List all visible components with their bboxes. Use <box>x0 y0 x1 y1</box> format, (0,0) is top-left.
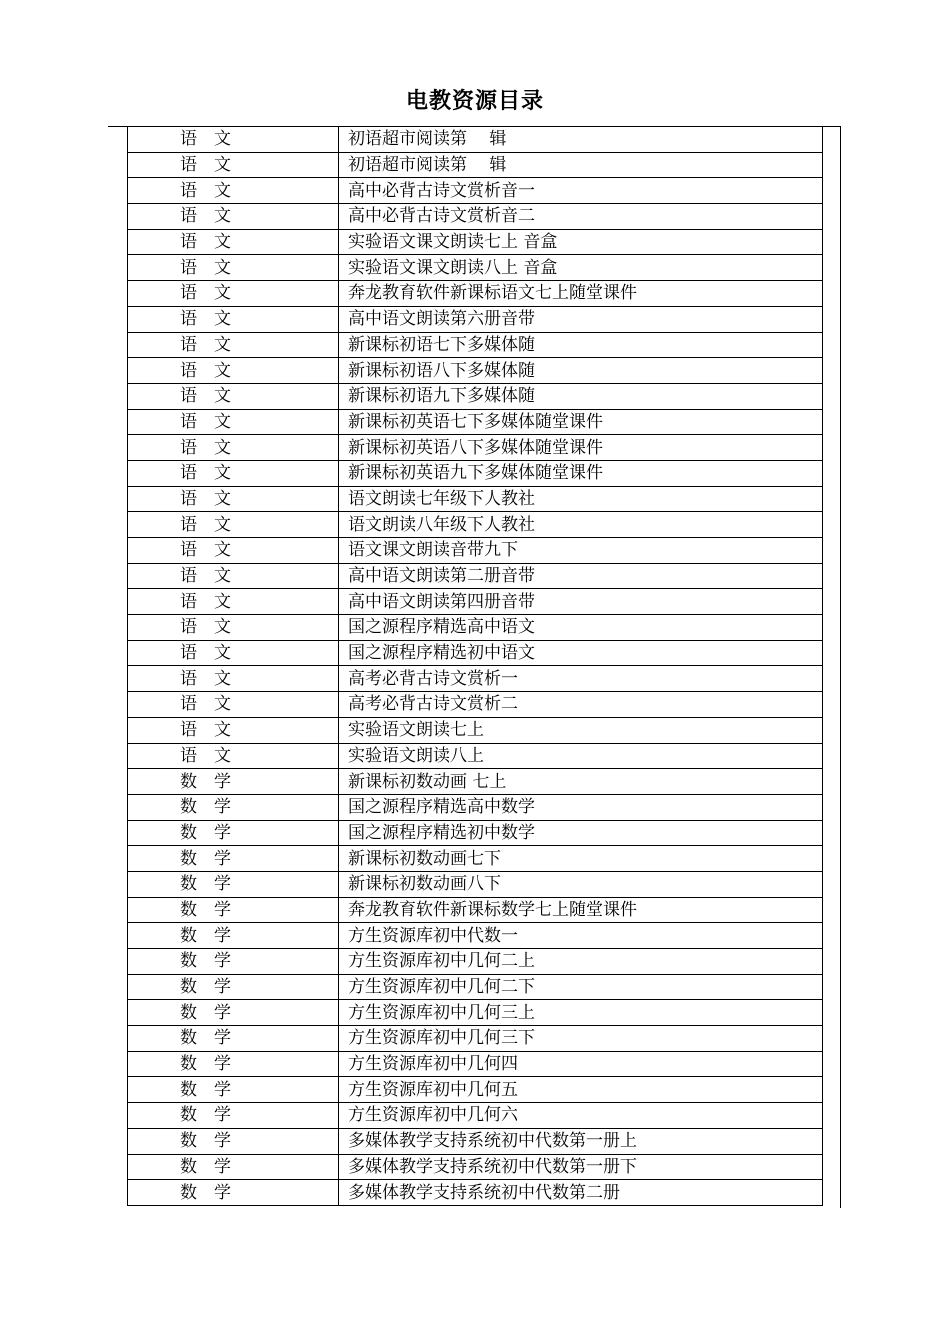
resource-name-cell: 新课标初语七下多媒体随 <box>339 332 823 358</box>
resource-name-cell: 高中语文朗读第四册音带 <box>339 589 823 615</box>
frame-line-top-left <box>108 126 128 127</box>
table-row <box>128 923 823 949</box>
table-row <box>128 794 823 820</box>
subject-cell: 数学 <box>128 1000 339 1026</box>
resource-name-cell: 实验语文课文朗读七上 音盒 <box>339 229 823 255</box>
subject-cell: 数学 <box>128 949 339 975</box>
table-row <box>128 460 823 486</box>
subject-cell: 数学 <box>128 820 339 846</box>
subject-cell: 语文 <box>128 640 339 666</box>
resource-name-cell: 新课标初英语九下多媒体随堂课件 <box>339 460 823 486</box>
resource-name-cell: 奔龙教育软件新课标数学七上随堂课件 <box>339 897 823 923</box>
resource-name-cell: 方生资源库初中几何三上 <box>339 1000 823 1026</box>
resource-name-cell: 初语超市阅读第 辑 <box>339 152 823 178</box>
subject-cell: 数学 <box>128 1077 339 1103</box>
resource-name-cell: 高中必背古诗文赏析音一 <box>339 178 823 204</box>
table-row <box>128 127 823 153</box>
resource-name-cell: 实验语文朗读七上 <box>339 717 823 743</box>
table-row <box>128 281 823 307</box>
frame-line-top-right <box>822 126 841 127</box>
subject-cell: 语文 <box>128 743 339 769</box>
resource-name-cell: 新课标初语九下多媒体随 <box>339 383 823 409</box>
subject-cell: 语文 <box>128 358 339 384</box>
subject-cell: 语文 <box>128 512 339 538</box>
subject-cell: 数学 <box>128 1026 339 1052</box>
subject-cell: 语文 <box>128 281 339 307</box>
table-row <box>128 666 823 692</box>
table-row <box>128 949 823 975</box>
table-row <box>128 640 823 666</box>
table-row <box>128 871 823 897</box>
table-row <box>128 1051 823 1077</box>
resource-name-cell: 国之源程序精选初中语文 <box>339 640 823 666</box>
subject-cell: 语文 <box>128 229 339 255</box>
table-row <box>128 255 823 281</box>
subject-cell: 语文 <box>128 383 339 409</box>
resource-name-cell: 方生资源库初中几何二下 <box>339 974 823 1000</box>
resource-name-cell: 高中语文朗读第二册音带 <box>339 563 823 589</box>
subject-cell: 数学 <box>128 974 339 1000</box>
resource-name-cell: 实验语文朗读八上 <box>339 743 823 769</box>
resource-name-cell: 新课标初数动画 七上 <box>339 769 823 795</box>
subject-cell: 数学 <box>128 794 339 820</box>
subject-cell: 数学 <box>128 1128 339 1154</box>
resource-name-cell: 方生资源库初中代数一 <box>339 923 823 949</box>
table-row <box>128 358 823 384</box>
subject-cell: 语文 <box>128 409 339 435</box>
table-row <box>128 769 823 795</box>
subject-cell: 语文 <box>128 152 339 178</box>
table-row <box>128 1128 823 1154</box>
table-row <box>128 1026 823 1052</box>
table-row <box>128 743 823 769</box>
subject-cell: 语文 <box>128 717 339 743</box>
resource-name-cell: 多媒体教学支持系统初中代数第二册 <box>339 1180 823 1206</box>
table-row <box>128 409 823 435</box>
subject-cell: 数学 <box>128 1180 339 1206</box>
subject-cell: 数学 <box>128 846 339 872</box>
resource-name-cell: 多媒体教学支持系统初中代数第一册上 <box>339 1128 823 1154</box>
resource-name-cell: 国之源程序精选高中数学 <box>339 794 823 820</box>
subject-cell: 语文 <box>128 615 339 641</box>
subject-cell: 语文 <box>128 435 339 461</box>
subject-cell: 语文 <box>128 486 339 512</box>
subject-cell: 语文 <box>128 692 339 718</box>
subject-cell: 语文 <box>128 204 339 230</box>
table-row <box>128 846 823 872</box>
resource-name-cell: 语文朗读八年级下人教社 <box>339 512 823 538</box>
resource-name-cell: 新课标初数动画七下 <box>339 846 823 872</box>
table-row <box>128 897 823 923</box>
table-row <box>128 615 823 641</box>
resource-name-cell: 语文课文朗读音带九下 <box>339 538 823 564</box>
page-title: 电教资源目录 <box>405 89 544 114</box>
resource-name-cell: 多媒体教学支持系统初中代数第一册下 <box>339 1154 823 1180</box>
resource-name-cell: 国之源程序精选初中数学 <box>339 820 823 846</box>
resource-name-cell: 方生资源库初中几何四 <box>339 1051 823 1077</box>
subject-cell: 数学 <box>128 897 339 923</box>
resource-name-cell: 初语超市阅读第 辑 <box>339 127 823 153</box>
table-row <box>128 1000 823 1026</box>
subject-cell: 语文 <box>128 178 339 204</box>
table-row <box>128 563 823 589</box>
resource-name-cell: 方生资源库初中几何三下 <box>339 1026 823 1052</box>
resource-name-cell: 奔龙教育软件新课标语文七上随堂课件 <box>339 281 823 307</box>
table-row <box>128 1154 823 1180</box>
table-row <box>128 589 823 615</box>
subject-cell: 语文 <box>128 127 339 153</box>
table-row <box>128 512 823 538</box>
table-row <box>128 152 823 178</box>
table-row <box>128 1077 823 1103</box>
table-row <box>128 486 823 512</box>
subject-cell: 数学 <box>128 1103 339 1129</box>
subject-cell: 数学 <box>128 1154 339 1180</box>
resource-table-body <box>128 127 823 1206</box>
table-row <box>128 692 823 718</box>
subject-cell: 语文 <box>128 589 339 615</box>
table-row <box>128 1180 823 1206</box>
table-row <box>128 538 823 564</box>
table-row <box>128 820 823 846</box>
subject-cell: 语文 <box>128 306 339 332</box>
table-row <box>128 229 823 255</box>
resource-name-cell: 方生资源库初中几何二上 <box>339 949 823 975</box>
subject-cell: 语文 <box>128 255 339 281</box>
resource-table <box>127 126 823 1206</box>
resource-name-cell: 国之源程序精选高中语文 <box>339 615 823 641</box>
resource-name-cell: 高中语文朗读第六册音带 <box>339 306 823 332</box>
subject-cell: 语文 <box>128 666 339 692</box>
subject-cell: 语文 <box>128 460 339 486</box>
table-row <box>128 1103 823 1129</box>
resource-name-cell: 高中必背古诗文赏析音二 <box>339 204 823 230</box>
resource-name-cell: 语文朗读七年级下人教社 <box>339 486 823 512</box>
resource-name-cell: 新课标初英语八下多媒体随堂课件 <box>339 435 823 461</box>
resource-name-cell: 高考必背古诗文赏析一 <box>339 666 823 692</box>
table-row <box>128 435 823 461</box>
resource-name-cell: 方生资源库初中几何六 <box>339 1103 823 1129</box>
table-row <box>128 306 823 332</box>
table-row <box>128 204 823 230</box>
subject-cell: 数学 <box>128 871 339 897</box>
resource-name-cell: 方生资源库初中几何五 <box>339 1077 823 1103</box>
subject-cell: 数学 <box>128 923 339 949</box>
frame-line-right <box>840 126 841 1208</box>
subject-cell: 数学 <box>128 1051 339 1077</box>
resource-name-cell: 新课标初英语七下多媒体随堂课件 <box>339 409 823 435</box>
resource-name-cell: 实验语文课文朗读八上 音盒 <box>339 255 823 281</box>
subject-cell: 语文 <box>128 563 339 589</box>
subject-cell: 语文 <box>128 332 339 358</box>
resource-name-cell: 新课标初语八下多媒体随 <box>339 358 823 384</box>
table-row <box>128 383 823 409</box>
table-row <box>128 178 823 204</box>
subject-cell: 数学 <box>128 769 339 795</box>
resource-name-cell: 高考必背古诗文赏析二 <box>339 692 823 718</box>
table-row <box>128 974 823 1000</box>
table-row <box>128 332 823 358</box>
subject-cell: 语文 <box>128 538 339 564</box>
table-row <box>128 717 823 743</box>
resource-name-cell: 新课标初数动画八下 <box>339 871 823 897</box>
